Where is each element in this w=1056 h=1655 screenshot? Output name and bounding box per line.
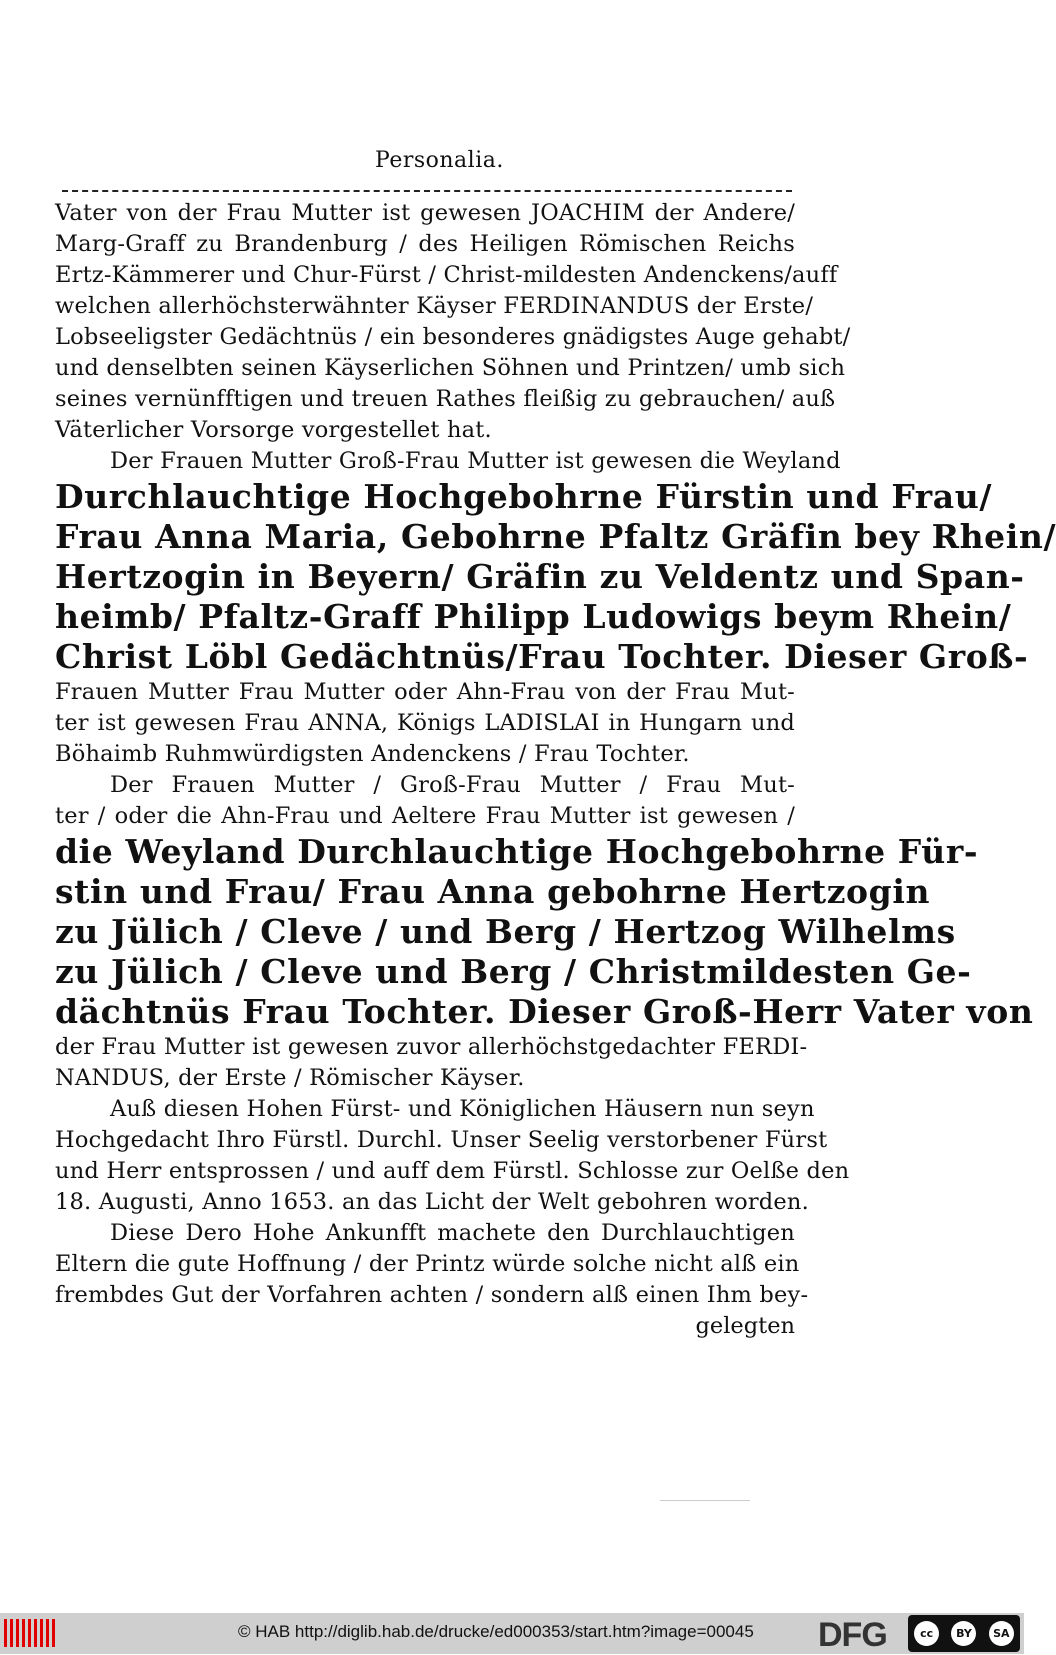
running-head: Personalia. xyxy=(375,148,504,173)
text-line: dächtnüs Frau Tochter. Dieser Groß-Herr Vater von xyxy=(55,992,1034,1031)
text-line: ter ist gewesen Frau ANNA, Königs LADISLAI in Hungarn und xyxy=(55,710,795,736)
text-line: Frauen Mutter Frau Mutter oder Ahn-Frau von der Frau Mut- xyxy=(55,679,795,705)
text-line: Väterlicher Vorsorge vorgestellet hat. xyxy=(55,417,492,443)
text-line: heimb/ Pfaltz-Graff Philipp Ludowigs beym Rhein/ xyxy=(55,597,1012,636)
text-line: und denselbten seinen Käyserlichen Söhnen und Printzen/ umb sich xyxy=(55,355,846,381)
text-line: Hertzogin in Beyern/ Gräfin zu Veldentz und Span- xyxy=(55,557,1025,596)
body-text xyxy=(55,198,1056,1342)
text-line: Marg-Graff zu Brandenburg / des Heiligen Römischen Reichs xyxy=(55,231,795,257)
page-edge xyxy=(660,1500,750,1501)
text-line: der Frau Mutter ist gewesen zuvor allerhöchstgedachter FERDI- xyxy=(55,1034,808,1060)
text-line: Auß diesen Hohen Fürst- und Königlichen Häusern nun seyn xyxy=(110,1096,815,1122)
text-line: 18. Augusti, Anno 1653. an das Licht der Welt gebohren worden. xyxy=(55,1189,809,1215)
text-line: stin und Frau/ Frau Anna gebohrne Hertzogin xyxy=(55,872,931,911)
text-line: Christ Löbl Gedächtnüs/Frau Tochter. Dieser Groß- xyxy=(55,637,1029,676)
text-line: die Weyland Durchlauchtige Hochgebohrne Für- xyxy=(55,832,979,871)
text-line: seines vernünfftigen und treuen Rathes fleißig zu gebrauchen/ auß xyxy=(55,386,836,412)
footer-bar xyxy=(0,1613,1024,1654)
sa-icon: SA xyxy=(989,1621,1014,1646)
text-line: Durchlauchtige Hochgebohrne Fürstin und Frau/ xyxy=(55,477,992,516)
text-line: Hochgedacht Ihro Fürstl. Durchl. Unser Seelig verstorbener Fürst xyxy=(55,1127,828,1153)
text-line: zu Jülich / Cleve / und Berg / Hertzog Wilhelms xyxy=(55,912,956,951)
text-line: Ertz-Kämmerer und Chur-Fürst / Christ-mildesten Andenckens/auff xyxy=(55,262,838,288)
text-line: zu Jülich / Cleve und Berg / Christmildesten Ge- xyxy=(55,952,972,991)
text-line: ter / oder die Ahn-Frau und Aeltere Frau Mutter ist gewesen / xyxy=(55,803,795,829)
by-icon: BY xyxy=(951,1621,976,1646)
catchword: gelegten xyxy=(695,1313,795,1339)
text-line: Vater von der Frau Mutter ist gewesen JOACHIM der Andere/ xyxy=(55,200,795,226)
text-line: Böhaimb Ruhmwürdigsten Andenckens / Frau Tochter. xyxy=(55,741,690,767)
barcode-icon xyxy=(4,1619,55,1647)
text-line: Diese Dero Hohe Ankunfft machete den Durchlauchtigen xyxy=(110,1220,795,1246)
header-rule xyxy=(62,190,792,192)
text-line: welchen allerhöchsterwähnter Käyser FERDINANDUS der Erste/ xyxy=(55,293,814,319)
text-line: Der Frauen Mutter Groß-Frau Mutter ist gewesen die Weyland xyxy=(110,448,841,474)
text-line: Frau Anna Maria, Gebohrne Pfaltz Gräfin bey Rhein/ xyxy=(55,517,1056,556)
dfg-logo: DFG xyxy=(818,1616,887,1654)
cc-license-icon[interactable] xyxy=(908,1615,1020,1652)
source-link[interactable]: © HAB http://diglib.hab.de/drucke/ed000353/start.htm?image=00045 xyxy=(238,1622,754,1641)
text-line: Eltern die gute Hoffnung / der Printz würde solche nicht alß ein xyxy=(55,1251,800,1277)
cc-icon: cc xyxy=(914,1621,939,1646)
text-line: NANDUS, der Erste / Römischer Käyser. xyxy=(55,1065,525,1091)
text-line: frembdes Gut der Vorfahren achten / sondern alß einen Ihm bey- xyxy=(55,1282,809,1308)
text-line: und Herr entsprossen / und auff dem Fürstl. Schlosse zur Oelße den xyxy=(55,1158,850,1184)
text-line: Der Frauen Mutter / Groß-Frau Mutter / Frau Mut- xyxy=(110,772,795,798)
text-line: Lobseeligster Gedächtnüs / ein besonderes gnädigstes Auge gehabt/ xyxy=(55,324,851,350)
